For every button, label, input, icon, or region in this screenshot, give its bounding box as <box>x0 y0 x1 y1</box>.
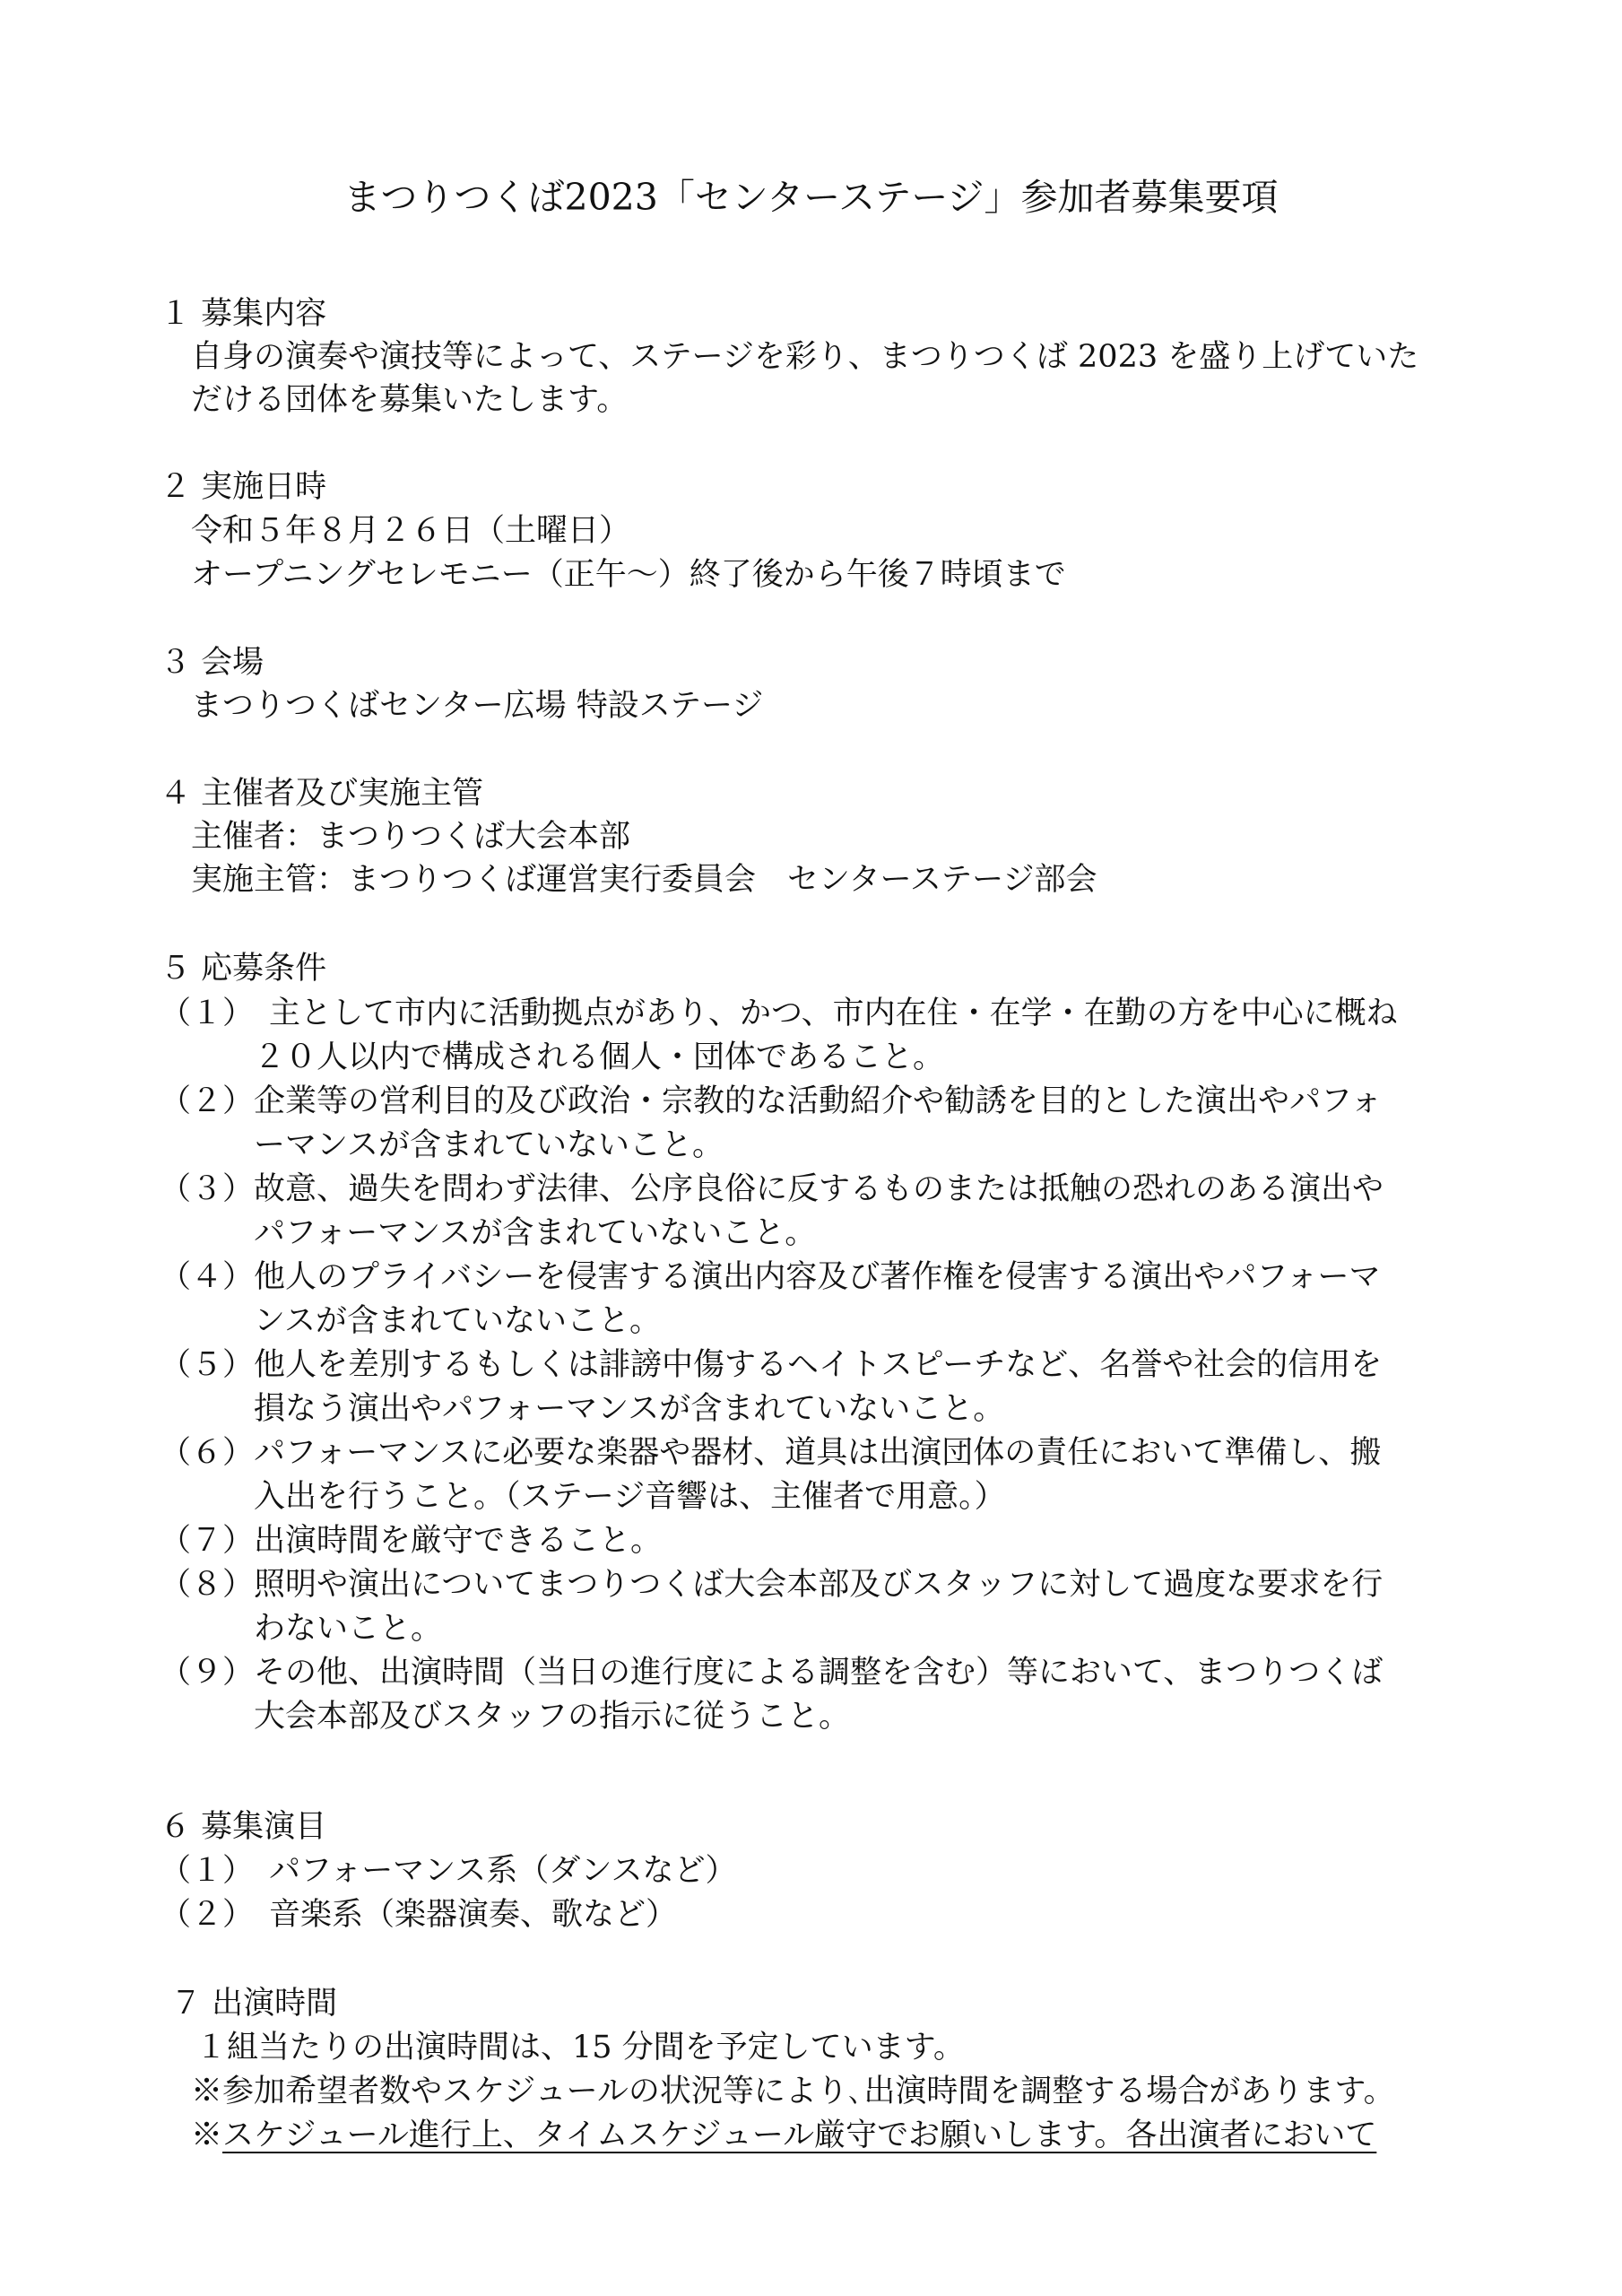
section-2-line-2: オープニングセレモニー（正午～）終了後から午後７時頃まで <box>191 557 1066 593</box>
condition-5-line-1: 他人を差別するもしくは誹謗中傷するヘイトスピーチなど、名誉や社会的信用を <box>254 1347 1383 1383</box>
section-4-heading: ４ 主催者及び実施主管 <box>160 776 484 812</box>
page-title: まつりつくば2023「センターステージ」参加者募集要項 <box>343 176 1279 219</box>
section-2-line-1: 令和５年８月２６日（土曜日） <box>191 513 631 549</box>
section-5-heading: ５ 応募条件 <box>160 951 327 987</box>
section-4-line-2: 実施主管：まつりつくば運営実行委員会 センターステージ部会 <box>191 862 1097 898</box>
section-4-line-1: 主催者：まつりつくば大会本部 <box>191 819 631 855</box>
section-7-line-3-underlined-text: スケジュール進行上、タイムスケジュール厳守でお願いします。各出演者において <box>222 2118 1377 2153</box>
program-2-number: （２） <box>160 1897 255 1933</box>
section-1-heading: １ 募集内容 <box>160 296 327 332</box>
condition-3-number: （３） <box>160 1171 255 1207</box>
condition-5-line-2: 損なう演出やパフォーマンスが含まれていないこと。 <box>254 1391 1005 1427</box>
section-7-line-3-mark: ※ <box>191 2118 223 2153</box>
section-1-line-2: だける団体を募集いたします。 <box>191 382 629 418</box>
condition-9-line-1: その他、出演時間（当日の進行度による調整を含む）等において、まつりつくば <box>254 1655 1383 1691</box>
section-7-line-2: ※参加希望者数やスケジュールの状況等により､出演時間を調整する場合があります。 <box>191 2074 1395 2109</box>
condition-9-number: （９） <box>160 1655 255 1691</box>
condition-7-number: （７） <box>160 1523 255 1559</box>
section-3-line-1: まつりつくばセンター広場 特設ステージ <box>191 688 764 724</box>
program-1-text: パフォーマンス系（ダンスなど） <box>269 1853 737 1889</box>
condition-9-line-2: 大会本部及びスタッフの指示に従うこと。 <box>254 1699 851 1735</box>
condition-2-number: （２） <box>160 1083 255 1119</box>
section-1-line-1: 自身の演奏や演技等によって、ステージを彩り、まつりつくば 2023 を盛り上げていた <box>191 339 1419 375</box>
condition-6-number: （６） <box>160 1435 255 1471</box>
condition-3-line-1: 故意、過失を問わず法律、公序良俗に反するものまたは抵触の恐れのある演出や <box>254 1171 1384 1207</box>
condition-2-line-1: 企業等の営利目的及び政治・宗教的な活動紹介や勧誘を目的とした演出やパフォ <box>254 1083 1383 1119</box>
condition-4-number: （４） <box>160 1259 255 1295</box>
condition-8-line-1: 照明や演出についてまつりつくば大会本部及びスタッフに対して過度な要求を行 <box>254 1567 1383 1603</box>
condition-7-line-1: 出演時間を厳守できること。 <box>254 1523 663 1559</box>
program-2-text: 音楽系（楽器演奏、歌など） <box>269 1897 678 1933</box>
condition-1-line-1: 主として市内に活動拠点があり、かつ、市内在住・在学・在勤の方を中心に概ね <box>269 996 1398 1031</box>
condition-3-line-2: パフォーマンスが含まれていないこと。 <box>254 1215 817 1251</box>
condition-2-line-2: ーマンスが含まれていないこと。 <box>254 1127 724 1163</box>
condition-6-line-2: 入出を行うこと。（ステージ音響は、主催者で用意。） <box>254 1479 1006 1515</box>
section-3-heading: ３ 会場 <box>160 645 265 681</box>
condition-1-number: （１） <box>160 996 255 1031</box>
section-7-line-1: １組当たりの出演時間は、15 分間を予定しています。 <box>195 2030 965 2066</box>
section-7-line-3 <box>191 2113 1376 2158</box>
condition-1-line-2: ２０人以内で構成される個人・団体であること。 <box>254 1039 945 1075</box>
condition-6-line-1: パフォーマンスに必要な楽器や器材、道具は出演団体の責任において準備し、搬 <box>254 1435 1382 1471</box>
condition-5-number: （５） <box>160 1347 255 1383</box>
condition-4-line-1: 他人のプライバシーを侵害する演出内容及び著作権を侵害する演出やパフォーマ <box>254 1259 1381 1295</box>
condition-8-line-2: わないこと。 <box>254 1611 443 1647</box>
section-2-heading: ２ 実施日時 <box>160 469 327 505</box>
section-6-heading: ６ 募集演目 <box>160 1809 327 1845</box>
condition-4-line-2: ンスが含まれていないこと。 <box>254 1303 661 1339</box>
condition-8-number: （８） <box>160 1567 255 1603</box>
section-7-heading: ７ 出演時間 <box>170 1986 338 2022</box>
program-1-number: （１） <box>160 1853 255 1889</box>
